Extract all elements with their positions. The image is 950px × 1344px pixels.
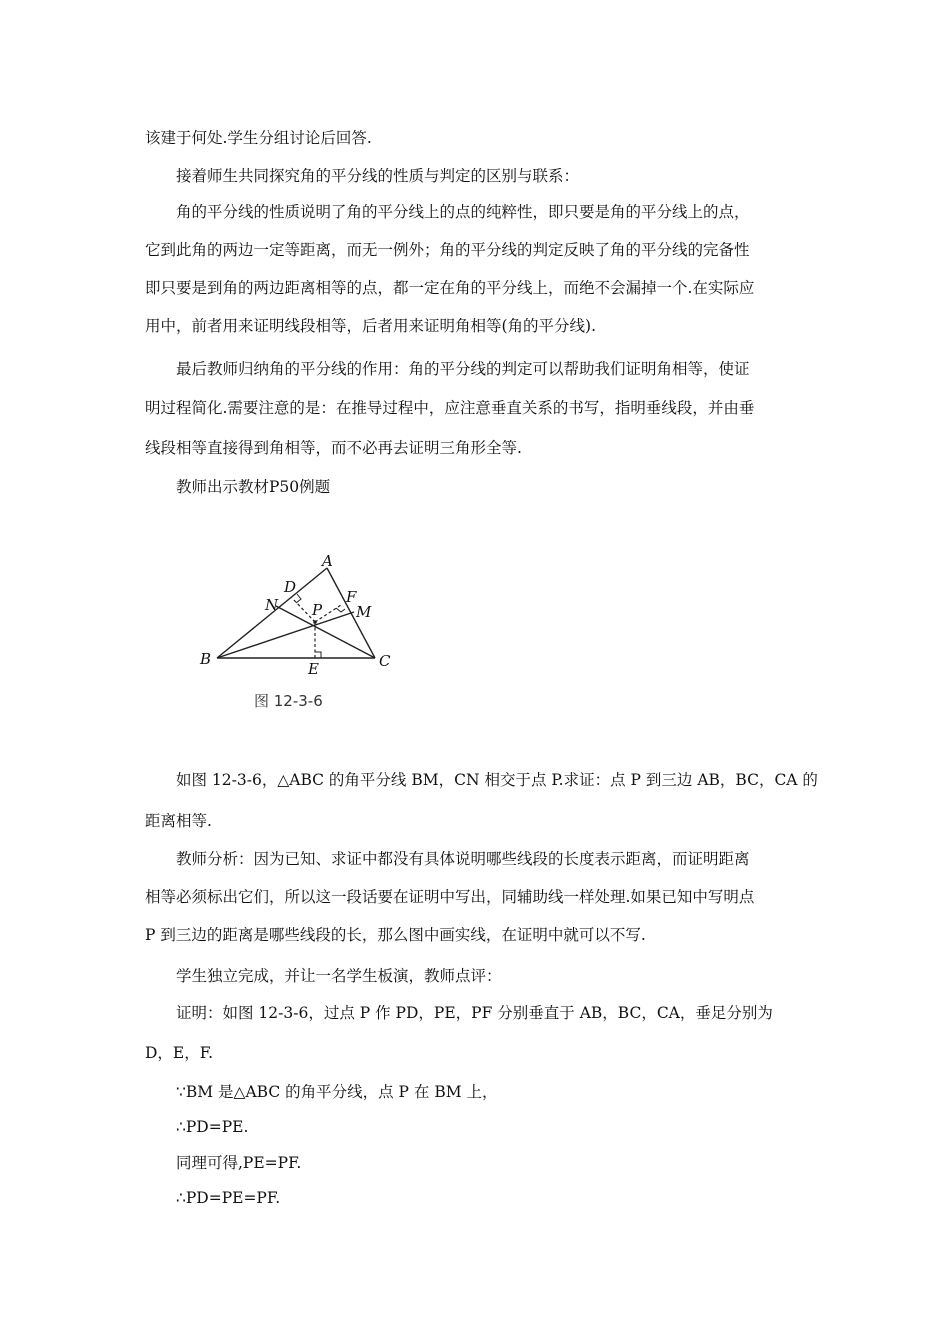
paragraph-line: 同理可得,PE=PF. (176, 1154, 302, 1172)
paragraph-line: 该建于何处.学生分组讨论后回答. (145, 129, 372, 147)
paragraph-line: ∴PD=PE. (176, 1118, 249, 1136)
paragraph-line: 用中，前者用来证明线段相等，后者用来证明角相等(角的平分线). (145, 317, 597, 335)
paragraph-line: 它到此角的两边一定等距离，而无一例外；角的平分线的判定反映了角的平分线的完备性 (145, 241, 750, 259)
paragraph-line: 明过程简化.需要注意的是：在推导过程中，应注意垂直关系的书写，指明垂线段，并由垂 (145, 399, 755, 417)
label-f: F (346, 588, 357, 606)
paragraph-line: D，E，F. (145, 1044, 214, 1062)
paragraph-line: 相等必须标出它们，所以这一段话要在证明中写出，同辅助线一样处理.如果已知中写明点 (145, 888, 755, 906)
paragraph-line: 教师分析：因为已知、求证中都没有具体说明哪些线段的长度表示距离，而证明距离 (176, 850, 750, 868)
paragraph-line: 角的平分线的性质说明了角的平分线上的点的纯粹性，即只要是角的平分线上的点， (176, 203, 750, 221)
paragraph-line: 即只要是到角的两边距离相等的点，都一定在角的平分线上，而绝不会漏掉一个.在实际应 (145, 279, 755, 297)
paragraph-line: 学生独立完成，并让一名学生板演，教师点评： (176, 967, 502, 985)
paragraph-line: 距离相等. (145, 812, 212, 830)
bisector-bm (217, 612, 354, 658)
label-n: N (265, 596, 279, 614)
paragraph-line: 教师出示教材P50例题 (176, 478, 331, 496)
label-m: M (356, 603, 372, 621)
figure-caption: 图 12-3-6 (254, 692, 323, 710)
paragraph-line: 接着师生共同探究角的平分线的性质与判定的区别与联系： (176, 167, 580, 185)
point-p (313, 620, 317, 624)
label-e: E (308, 660, 319, 678)
paragraph-line: P 到三边的距离是哪些线段的长，那么图中画实线，在证明中就可以不写. (145, 926, 646, 944)
paragraph-line: 线段相等直接得到角相等，而不必再去证明三角形全等. (145, 439, 522, 457)
right-angle-f (336, 608, 345, 612)
label-c: C (379, 652, 391, 670)
paragraph-line: ∵BM 是△ABC 的角平分线，点 P 在 BM 上， (176, 1083, 498, 1101)
label-p: P (312, 601, 323, 619)
paragraph-line: ∴PD=PE=PF. (176, 1189, 281, 1207)
paragraph-line: 最后教师归纳角的平分线的作用：角的平分线的判定可以帮助我们证明角相等，使证 (176, 360, 750, 378)
right-angle-d (296, 594, 301, 603)
label-d: D (284, 578, 297, 596)
paragraph-line: 如图 12-3-6，△ABC 的角平分线 BM，CN 相交于点 P.求证：点 P 到三边 AB，BC，CA 的 (176, 771, 818, 789)
right-angle-e (315, 652, 321, 658)
paragraph-line: 证明：如图 12-3-6，过点 P 作 PD，PE，PF 分别垂直于 AB，BC，CA，垂足分别为 (176, 1004, 773, 1022)
label-a: A (322, 552, 333, 570)
label-b: B (200, 650, 212, 668)
